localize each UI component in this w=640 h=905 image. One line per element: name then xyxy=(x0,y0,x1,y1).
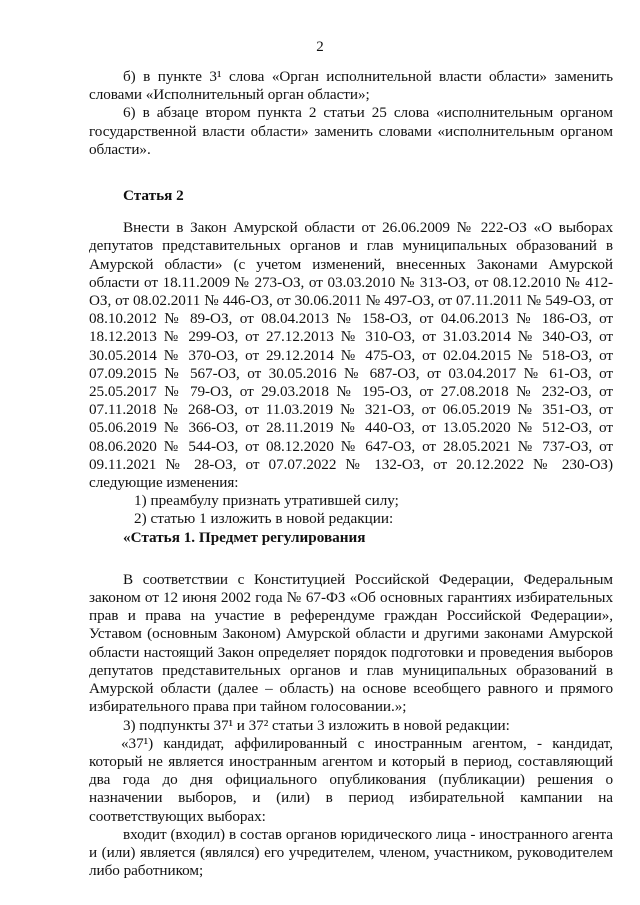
paragraph-amendment-b: б) в пункте 3¹ слова «Орган исполнительной власти области» заменить словами «Исполнительный орган области»; xyxy=(89,68,613,104)
page-number: 2 xyxy=(316,39,324,55)
list-item-1: 1) преамбулу признать утратившей силу; xyxy=(134,492,399,510)
paragraph-article-2-text: Внести в Закон Амурской области от 26.06.2009 № 222-ОЗ «О выборах депутатов представительных органов и глав муниципальных образований в Амурской области» (с учетом изменений, внесенных Законами Амурской области от 18.11.2009 № 273-ОЗ, от 03.03.2010 № 313-ОЗ, от 08.12.2010 № 412-ОЗ, от 08.02.2011 № 446-ОЗ, от 30.06.2011 № 497-ОЗ, от 07.11.2011 № 549-ОЗ, от 08.10.2012 № 89-ОЗ, от 08.04.2013 № 158-ОЗ, от 04.06.2013 № 186-ОЗ, от 18.12.2013 № 299-ОЗ, от 27.12.2013 № 310-ОЗ, от 31.03.2014 № 340-ОЗ, от 30.05.2014 № 370-ОЗ, от 29.12.2014 № 475-ОЗ, от 02.04.2015 № 518-ОЗ, от 07.09.2015 № 567-ОЗ, от 30.05.2016 № 687-ОЗ, от 03.04.2017 № 61-ОЗ, от 25.05.2017 № 79-ОЗ, от 29.03.2018 № 195-ОЗ, от 27.08.2018 № 232-ОЗ, от 07.11.2018 № 268-ОЗ, от 11.03.2019 № 321-ОЗ, от 06.05.2019 № 351-ОЗ, от 05.06.2019 № 366-ОЗ, от 28.11.2019 № 440-ОЗ, от 13.05.2020 № 512-ОЗ, от 08.06.2020 № 544-ОЗ, от 08.12.2020 № 647-ОЗ, от 28.05.2021 № 737-ОЗ, от 09.11.2021 № 28-ОЗ, от 07.07.2022 № 132-ОЗ, от 20.12.2022 № 230-ОЗ) следующие изменения: xyxy=(89,219,613,492)
list-item-2: 2) статью 1 изложить в новой редакции: xyxy=(134,510,394,528)
paragraph-foreign-agent-role: входит (входил) в состав органов юридического лица - иностранного агента и (или) является (являлся) его учредителем, членом, участником, руководителем либо работником; xyxy=(89,825,613,880)
article-1-heading: «Статья 1. Предмет регулирования xyxy=(123,528,366,546)
spacer xyxy=(89,205,613,219)
article-2-heading: Статья 2 xyxy=(123,187,184,205)
spacer xyxy=(89,159,613,173)
paragraph-subitem-37-1: «37¹) кандидат, аффилированный с иностранным агентом, - кандидат, который не является иностранным агентом и который в период, составляющий два года до дня официального опубликования (публикации) решения о назначении выборов, и (или) в период избирательной кампании на соответствующих выборах: xyxy=(89,734,613,825)
paragraph-amendment-6: 6) в абзаце втором пункта 2 статьи 25 слова «исполнительным органом государственной власти области» заменить словами «исполнительным органом области». xyxy=(89,104,613,158)
spacer xyxy=(89,561,613,571)
spacer xyxy=(89,547,613,561)
document-body xyxy=(89,68,613,880)
spacer xyxy=(89,173,613,187)
paragraph-article-1-text: В соответствии с Конституцией Российской Федерации, Федеральным законом от 12 июня 2002 года № 67-ФЗ «Об основных гарантиях избирательных прав и права на участие в референдуме граждан Российской Федерации», Уставом (основным Законом) Амурской области и другими законами Амурской области настоящий Закон определяет порядок подготовки и проведения выборов депутатов представительных органов и глав муниципальных образований в Амурской области (далее – область) на основе всеобщего равного и прямого избирательного права при тайном голосовании.»; xyxy=(89,570,613,716)
paragraph-item-3: 3) подпункты 37¹ и 37² статьи 3 изложить в новой редакции: xyxy=(123,716,510,734)
